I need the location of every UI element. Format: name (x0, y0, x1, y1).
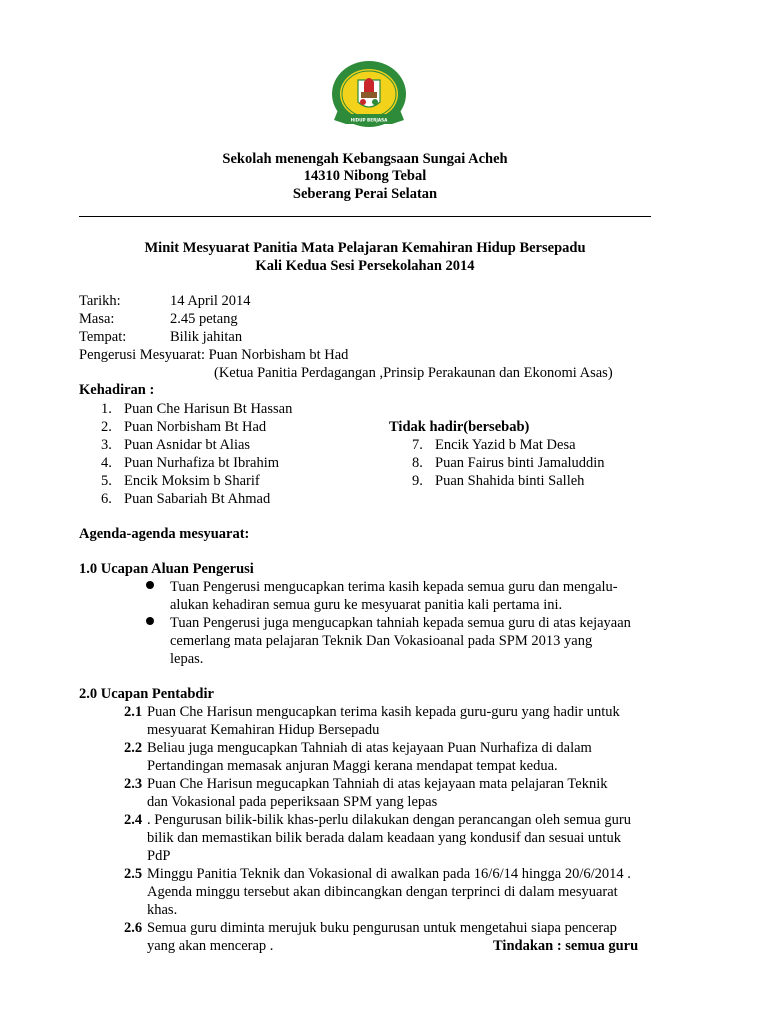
item-number: 2.6 (124, 920, 143, 936)
chairperson-note: (Ketua Panitia Perdagangan ,Prinsip Perakaunan dan Ekonomi Asas) (214, 365, 613, 381)
place-label: Tempat: (79, 329, 127, 345)
present-num: 6. (101, 491, 112, 507)
present-name: Puan Sabariah Bt Ahmad (124, 491, 271, 507)
item-line: yang akan mencerap . (147, 938, 274, 954)
school-name: Sekolah menengah Kebangsaan Sungai Acheh (222, 151, 508, 167)
absent-num: 9. (412, 473, 423, 489)
section2-heading: 2.0 Ucapan Pentabdir (79, 686, 214, 702)
absent-heading: Tidak hadir(bersebab) (389, 419, 530, 435)
time-label: Masa: (79, 311, 115, 327)
present-num: 4. (101, 455, 112, 471)
present-num: 2. (101, 419, 112, 435)
present-num: 3. (101, 437, 112, 453)
present-num: 5. (101, 473, 112, 489)
section1-bullet1-line: Tuan Pengerusi mengucapkan terima kasih kepada semua guru dan mengalu- (170, 579, 618, 595)
item-number: 2.1 (124, 704, 143, 720)
school-district: Seberang Perai Selatan (292, 186, 438, 202)
item-number: 2.3 (124, 776, 143, 792)
school-crest-logo (330, 58, 408, 142)
place-value: Bilik jahitan (170, 329, 243, 345)
item-line: Minggu Panitia Teknik dan Vokasional di awalkan pada 16/6/14 hingga 20/6/2014 . (147, 866, 631, 882)
item-line: Puan Che Harisun mengucapkan terima kasih kepada guru-guru yang hadir untuk (147, 704, 620, 720)
item-line: khas. (147, 902, 178, 918)
section1-bullet1-line: alukan kehadiran semua guru ke mesyuarat panitia kali pertama ini. (170, 597, 563, 613)
date-value: 14 April 2014 (170, 293, 251, 309)
item-line: Puan Che Harisun megucapkan Tahniah di atas kejayaan mata pelajaran Teknik (147, 776, 608, 792)
date-label: Tarikh: (79, 293, 121, 309)
present-name: Puan Nurhafiza bt Ibrahim (124, 455, 280, 471)
absent-name: Puan Fairus binti Jamaluddin (435, 455, 605, 471)
minutes-title-line2: Kali Kedua Sesi Persekolahan 2014 (255, 258, 475, 274)
item-line: bilik dan memastikan bilik berada dalam keadaan yang kondusif dan sesuai untuk (147, 830, 621, 846)
item-number: 2.5 (124, 866, 143, 882)
item-line: dan Vokasional pada peperiksaan SPM yang lepas (147, 794, 438, 810)
present-num: 1. (101, 401, 112, 417)
item-line: mesyuarat Kemahiran Hidup Bersepadu (147, 722, 380, 738)
action-note: Tindakan : semua guru (493, 938, 639, 954)
agenda-heading: Agenda-agenda mesyuarat: (79, 526, 250, 542)
present-name: Puan Norbisham Bt Had (124, 419, 267, 435)
item-line: PdP (147, 848, 171, 864)
present-name: Encik Moksim b Sharif (124, 473, 260, 489)
section1-bullet2-line: Tuan Pengerusi juga mengucapkan tahniah kepada semua guru di atas kejayaan (170, 615, 631, 631)
present-name: Puan Che Harisun Bt Hassan (124, 401, 293, 417)
school-postcode-town: 14310 Nibong Tebal (303, 168, 427, 184)
logo-motto: HIDUP BERJASA (350, 117, 388, 123)
bullet-icon (146, 581, 154, 589)
absent-name: Puan Shahida binti Salleh (435, 473, 585, 489)
item-line: . Pengurusan bilik-bilik khas-perlu dilakukan dengan perancangan oleh semua guru (147, 812, 632, 828)
present-name: Puan Asnidar bt Alias (124, 437, 251, 453)
header-divider (79, 216, 651, 217)
time-value: 2.45 petang (170, 311, 238, 327)
item-line: Semua guru diminta merujuk buku pengurusan untuk mengetahui siapa pencerap (147, 920, 617, 936)
chairperson-line: Pengerusi Mesyuarat: Puan Norbisham bt Had (79, 347, 349, 363)
bullet-icon (146, 617, 154, 625)
item-line: Beliau juga mengucapkan Tahniah di atas kejayaan Puan Nurhafiza di dalam (147, 740, 592, 756)
item-number: 2.4 (124, 812, 143, 828)
absent-num: 8. (412, 455, 423, 471)
section1-heading: 1.0 Ucapan Aluan Pengerusi (79, 561, 254, 577)
absent-num: 7. (412, 437, 423, 453)
item-number: 2.2 (124, 740, 143, 756)
item-line: Pertandingan memasak anjuran Maggi kerana mendapat tempat kedua. (147, 758, 558, 774)
absent-name: Encik Yazid b Mat Desa (435, 437, 576, 453)
present-heading: Kehadiran : (79, 382, 155, 398)
item-line: Agenda minggu tersebut akan dibincangkan dengan terprinci di dalam mesyuarat (147, 884, 618, 900)
section1-bullet2-line: lepas. (170, 651, 204, 667)
minutes-title-line1: Minit Mesyuarat Panitia Mata Pelajaran Kemahiran Hidup Bersepadu (144, 240, 586, 256)
section1-bullet2-line: cemerlang mata pelajaran Teknik Dan Vokasioanal pada SPM 2013 yang (170, 633, 593, 649)
